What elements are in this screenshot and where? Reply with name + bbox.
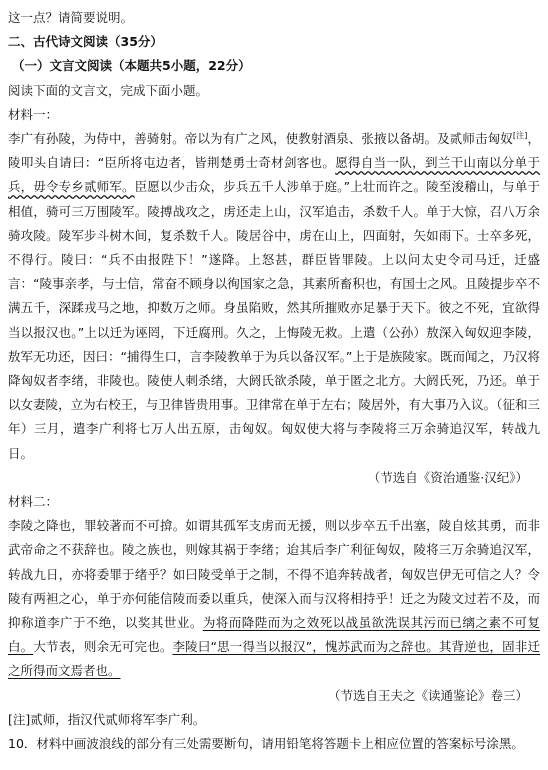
instruction: 阅读下面的文言文，完成下面小题。 [8,82,209,98]
material1-source: （节选自《资治通鉴·汉纪》） [367,469,528,485]
material1-text-a: 李广有孙陵，为侍中，善骑射。帝以为有广之风，使教射酒泉、张掖以备胡。及贰师击匈奴 [8,131,513,147]
subsection-title: （一）文言文阅读（本题共5小题，22分） [12,58,251,74]
material2-text-a: 李陵之降也，罪较著而不可揜。如谓其孤军支虏而无援，则以步卒五千出塞，陵自炫其勇，而非武帝命之不获辞也。陵之族也，则嫁其祸于李绪；迨其后李广利征匈奴，陵将三万余骑追汉军，转战九日，亦将委罪于绪乎？如曰陵受单于之制，不得不追奔转战者，匈奴岂伊无可信之人？令陵有两袒之心，单于亦何能信陵而委以重兵，使深入而与汉将相持乎！迁之为陵文过若不及，而抑称道李广于不绝，以奖其世业。 [8,518,540,631]
material2-text-b: 大节表，则余无可完也。 [33,639,173,655]
material2-source: （节选自王夫之《读通鉴论》卷三） [327,687,528,703]
material1-text-c: 臣愿以少击众，步兵五千人涉单于庭。”上壮而许之。陵至浚稽山，与单于相值，骑可三万围陵军。陵搏战攻之，虏还走上山，汉军追击，杀数千人。单于大惊，召八万余骑攻陵。陵军步斗树木间，复杀数千人。陵居谷中，虏在山上，四面射，矢如雨下。士卒多死，不得行。陵曰：“兵不由报陛下！”遂降。上怒甚，群臣皆罪陵。上以问太史令司马迁，迁盛言：“陵事亲孝，与士信，常奋不顾身以徇国家之急，其素所畜积也，有国士之风。且陵提步卒不满五千，深蹂戎马之地，抑数万之师。身虽陷败，然其所摧败亦足暴于天下。彼之不死，宜欲得当以报汉也。”上以迁为诬罔，下迁腐刑。久之，上悔陵无救。上遣（公孙）敖深入匈奴迎李陵，敖军无功还，因曰：“捕得生口，言李陵教单于为兵以备汉军。”上于是族陵家。既而闻之，乃汉将降匈奴者李绪，非陵也。陵使人刺杀绪，大阏氏欲杀陵，单于匿之北方。大阏氏死，乃还。单于以女妻陵，立为右校王，与卫律皆贵用事。卫律常在单于左右；陵居外，有大事乃入议。（征和三年）三月，遣李广利将七万人出五原，击匈奴。匈奴使大将与李陵将三万余骑追汉军，转战九日。 [8,179,540,461]
material2-passage [8,514,540,683]
section-title: 二、古代诗文阅读（35分） [8,34,163,50]
material1-label: 材料一： [8,106,59,122]
material1-text-b: ，陵叩头自请曰：“臣所将屯边者，皆荆楚勇士奇材剑客也。 [8,131,540,171]
underlined-sentence-2: 李陵曰“思一得当以报汉”，愧苏武而为之辞也。其背逆也，固非迁之所得而文焉者也。 [8,639,540,679]
annotation-note: [注]贰师，指汉代贰师将军李广利。 [8,711,206,727]
material1-passage [8,127,540,466]
material2-label: 材料二： [8,494,59,510]
note-marker: [注] [512,130,528,140]
wavy-underlined-sentence: 愿得自当一队，到兰干山南以分单于兵，毋令专乡贰师军。 [8,155,540,195]
question-10: 10．材料中画波浪线的部分有三处需要断句，请用铅笔将答题卡上相应位置的答案标号涂黑。 [8,736,524,752]
underlined-sentence-1: 为将而降陛而为之效死以战虽欲洗误其污而已缡之素不可复白。 [8,615,540,655]
previous-question-tail: 这一点？请简要说明。 [8,10,134,25]
